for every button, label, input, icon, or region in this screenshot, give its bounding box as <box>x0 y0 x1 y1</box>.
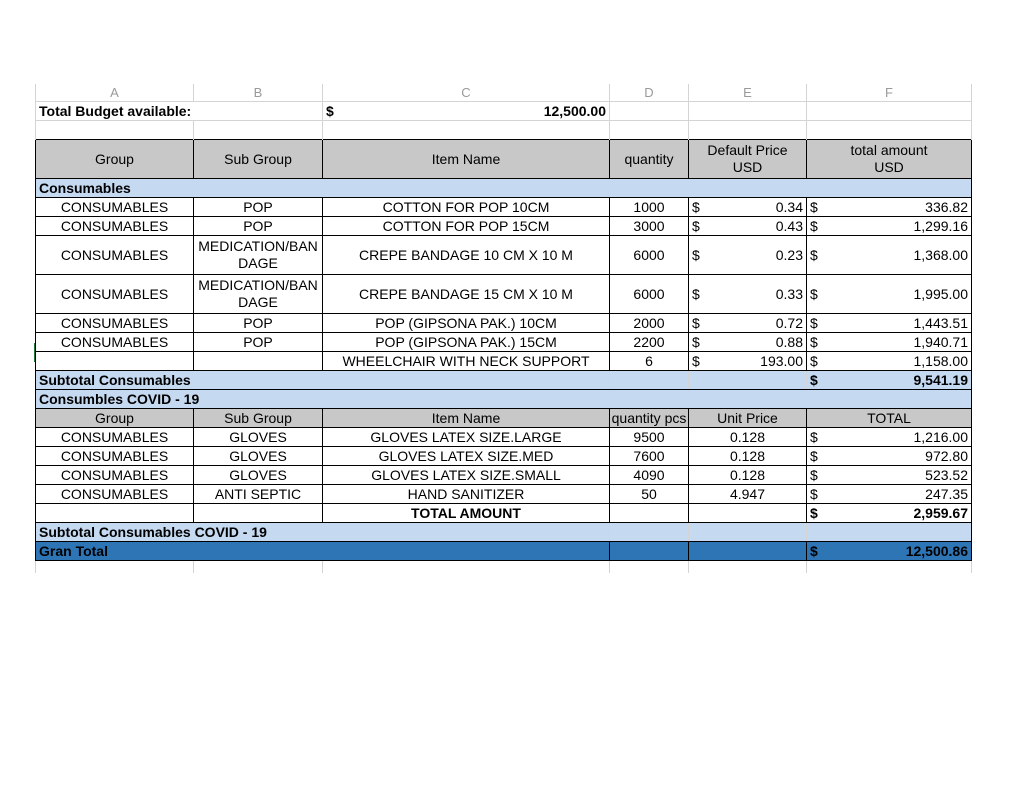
table-header-row <box>36 140 972 179</box>
row-unit-price[interactable]: 0.128 <box>689 466 807 485</box>
subtotal-consumables-label[interactable]: Subtotal Consumables <box>36 371 610 390</box>
header-default-price[interactable]: Default Price USD <box>689 140 807 179</box>
row-quantity[interactable]: 4090 <box>610 466 689 485</box>
total-amount-currency: $ <box>810 504 818 521</box>
row-group[interactable]: CONSUMABLES <box>36 198 194 217</box>
row-total-currency: $ <box>810 485 818 502</box>
row-quantity[interactable]: 2000 <box>610 314 689 333</box>
table-row <box>36 314 972 333</box>
row-group[interactable]: CONSUMABLES <box>36 275 194 314</box>
header-total-amount[interactable]: total amount USD <box>807 140 972 179</box>
row-default-price-value: 0.43 <box>775 217 803 234</box>
row-default-price-value: 0.72 <box>775 314 803 331</box>
table-row <box>36 466 972 485</box>
covid-header-row <box>36 409 972 428</box>
row-total[interactable] <box>807 466 972 485</box>
covid-header-item-name[interactable]: Item Name <box>323 409 610 428</box>
row-total-amount-currency: $ <box>810 246 818 263</box>
column-header-f[interactable]: F <box>807 84 972 102</box>
row-total[interactable] <box>807 428 972 447</box>
row-total-value: 972.80 <box>925 447 968 464</box>
row-item-name[interactable]: WHEELCHAIR WITH NECK SUPPORT <box>323 352 610 371</box>
row-quantity[interactable]: 3000 <box>610 217 689 236</box>
header-sub-group[interactable]: Sub Group <box>194 140 323 179</box>
row-default-price-currency: $ <box>692 285 700 302</box>
row-default-price-currency: $ <box>692 246 700 263</box>
section-title-row <box>36 179 972 198</box>
row-item-name[interactable]: GLOVES LATEX SIZE.SMALL <box>323 466 610 485</box>
row-quantity[interactable]: 6000 <box>610 275 689 314</box>
row-default-price-currency: $ <box>692 198 700 215</box>
row-quantity[interactable]: 1000 <box>610 198 689 217</box>
column-header-row <box>36 84 972 102</box>
covid-header-total[interactable]: TOTAL <box>807 409 972 428</box>
row-item-name[interactable]: COTTON FOR POP 15CM <box>323 217 610 236</box>
row-sub-group[interactable]: MEDICATION/BANDAGE <box>194 236 323 275</box>
row-quantity[interactable]: 6000 <box>610 236 689 275</box>
row-total-amount[interactable] <box>807 275 972 314</box>
row-total-amount-currency: $ <box>810 352 818 369</box>
grand-total-currency: $ <box>810 542 818 559</box>
row-default-price[interactable] <box>689 236 807 275</box>
row-sub-group[interactable]: ANTI SEPTIC <box>194 485 323 504</box>
row-total-amount-currency: $ <box>810 285 818 302</box>
total-amount-cell[interactable] <box>807 504 972 523</box>
subtotal-covid-label[interactable]: Subtotal Consumables COVID - 19 <box>36 523 610 542</box>
row-item-name[interactable]: POP (GIPSONA PAK.) 15CM <box>323 333 610 352</box>
row-total-value: 247.35 <box>925 485 968 502</box>
spreadsheet-grid <box>35 84 972 573</box>
empty-row <box>36 561 972 574</box>
row-total-value: 523.52 <box>925 466 968 483</box>
row-item-name[interactable]: COTTON FOR POP 10CM <box>323 198 610 217</box>
row-total-amount-currency: $ <box>810 333 818 350</box>
row-default-price-currency: $ <box>692 352 700 369</box>
row-total-amount[interactable] <box>807 333 972 352</box>
row-sub-group[interactable] <box>194 352 323 371</box>
subtotal-consumables-cell[interactable] <box>807 371 972 390</box>
header-group[interactable]: Group <box>36 140 194 179</box>
row-total-amount[interactable] <box>807 236 972 275</box>
row-total-amount-currency: $ <box>810 217 818 234</box>
row-sub-group[interactable]: POP <box>194 314 323 333</box>
row-sub-group[interactable]: GLOVES <box>194 428 323 447</box>
column-header-b[interactable]: B <box>194 84 323 102</box>
spacer-row <box>36 121 972 140</box>
column-header-a[interactable]: A <box>36 84 194 102</box>
row-sub-group[interactable]: GLOVES <box>194 466 323 485</box>
column-header-d[interactable]: D <box>610 84 689 102</box>
budget-amount-cell[interactable] <box>323 102 610 121</box>
covid-header-unit-price[interactable]: Unit Price <box>689 409 807 428</box>
row-default-price-currency: $ <box>692 314 700 331</box>
row-group[interactable]: CONSUMABLES <box>36 217 194 236</box>
row-total-amount-value: 1,368.00 <box>913 246 968 263</box>
row-default-price[interactable] <box>689 198 807 217</box>
row-default-price-value: 0.34 <box>775 198 803 215</box>
grand-total-amount: 12,500.86 <box>905 542 968 559</box>
row-total-amount-currency: $ <box>810 314 818 331</box>
row-group[interactable] <box>36 352 194 371</box>
header-quantity[interactable]: quantity <box>610 140 689 179</box>
grand-total-row <box>36 542 972 561</box>
row-total[interactable] <box>807 447 972 466</box>
row-quantity[interactable]: 50 <box>610 485 689 504</box>
section-covid-title[interactable]: Consumbles COVID - 19 <box>36 390 972 409</box>
table-row <box>36 333 972 352</box>
row-total-amount[interactable] <box>807 314 972 333</box>
row-default-price[interactable] <box>689 352 807 371</box>
table-row <box>36 217 972 236</box>
row-total-amount-value: 1,158.00 <box>913 352 968 369</box>
row-default-price[interactable] <box>689 275 807 314</box>
subtotal-consumables-currency: $ <box>810 371 818 388</box>
budget-amount: 12,500.00 <box>543 102 606 119</box>
row-group[interactable]: CONSUMABLES <box>36 485 194 504</box>
row-total[interactable] <box>807 485 972 504</box>
section-title-row <box>36 390 972 409</box>
row-sub-group[interactable]: GLOVES <box>194 447 323 466</box>
covid-header-group[interactable]: Group <box>36 409 194 428</box>
row-unit-price[interactable]: 0.128 <box>689 428 807 447</box>
row-total-amount[interactable] <box>807 217 972 236</box>
row-default-price-currency: $ <box>692 217 700 234</box>
row-default-price[interactable] <box>689 217 807 236</box>
subtotal-covid-row <box>36 523 972 542</box>
row-default-price-currency: $ <box>692 333 700 350</box>
row-default-price[interactable] <box>689 333 807 352</box>
row-sub-group[interactable]: MEDICATION/BANDAGE <box>194 275 323 314</box>
row-item-name[interactable]: HAND SANITIZER <box>323 485 610 504</box>
row-total-amount[interactable] <box>807 198 972 217</box>
covid-header-quantity[interactable]: quantity pcs <box>610 409 689 428</box>
table-row <box>36 236 972 275</box>
row-group[interactable]: CONSUMABLES <box>36 466 194 485</box>
row-group[interactable]: CONSUMABLES <box>36 428 194 447</box>
row-item-name[interactable]: POP (GIPSONA PAK.) 10CM <box>323 314 610 333</box>
table-row <box>36 275 972 314</box>
section-consumables-title[interactable]: Consumables <box>36 179 972 198</box>
row-default-price-value: 193.00 <box>760 352 803 369</box>
subtotal-consumables-amount: 9,541.19 <box>913 371 968 388</box>
table-row <box>36 352 972 371</box>
row-item-name[interactable]: CREPE BANDAGE 10 CM X 10 M <box>323 236 610 275</box>
table-row <box>36 198 972 217</box>
budget-row <box>36 102 972 121</box>
row-total-amount-value: 1,443.51 <box>913 314 968 331</box>
row-total-currency: $ <box>810 447 818 464</box>
row-total-currency: $ <box>810 466 818 483</box>
row-default-price[interactable] <box>689 314 807 333</box>
total-amount-value: 2,959.67 <box>913 504 968 521</box>
row-unit-price[interactable]: 0.128 <box>689 447 807 466</box>
row-item-name[interactable]: GLOVES LATEX SIZE.LARGE <box>323 428 610 447</box>
row-total-amount-currency: $ <box>810 198 818 215</box>
row-total-amount-value: 1,995.00 <box>913 285 968 302</box>
row-total-value: 1,216.00 <box>913 428 968 445</box>
table-row <box>36 428 972 447</box>
row-total-amount[interactable] <box>807 352 972 371</box>
table-row <box>36 485 972 504</box>
row-group[interactable]: CONSUMABLES <box>36 333 194 352</box>
column-header-c[interactable]: C <box>323 84 610 102</box>
total-amount-row <box>36 504 972 523</box>
row-default-price-value: 0.88 <box>775 333 803 350</box>
row-sub-group[interactable]: POP <box>194 198 323 217</box>
budget-label[interactable]: Total Budget available: <box>36 102 323 121</box>
row-total-amount-value: 1,299.16 <box>913 217 968 234</box>
subtotal-row <box>36 371 972 390</box>
row-unit-price[interactable]: 4.947 <box>689 485 807 504</box>
covid-header-sub-group[interactable]: Sub Group <box>194 409 323 428</box>
column-header-e[interactable]: E <box>689 84 807 102</box>
total-amount-label[interactable]: TOTAL AMOUNT <box>323 504 610 523</box>
row-group[interactable]: CONSUMABLES <box>36 447 194 466</box>
row-quantity[interactable]: 7600 <box>610 447 689 466</box>
row-quantity[interactable]: 6 <box>610 352 689 371</box>
grand-total-label[interactable]: Gran Total <box>36 542 610 561</box>
budget-currency: $ <box>326 102 334 119</box>
row-quantity[interactable]: 2200 <box>610 333 689 352</box>
row-sub-group[interactable]: POP <box>194 333 323 352</box>
row-total-currency: $ <box>810 428 818 445</box>
table-row <box>36 447 972 466</box>
row-group[interactable]: CONSUMABLES <box>36 314 194 333</box>
row-sub-group[interactable]: POP <box>194 217 323 236</box>
row-default-price-value: 0.23 <box>775 246 803 263</box>
row-group[interactable]: CONSUMABLES <box>36 236 194 275</box>
row-total-amount-value: 336.82 <box>925 198 968 215</box>
grand-total-cell[interactable] <box>807 542 972 561</box>
row-item-name[interactable]: GLOVES LATEX SIZE.MED <box>323 447 610 466</box>
header-item-name[interactable]: Item Name <box>323 140 610 179</box>
row-quantity[interactable]: 9500 <box>610 428 689 447</box>
row-item-name[interactable]: CREPE BANDAGE 15 CM X 10 M <box>323 275 610 314</box>
row-default-price-value: 0.33 <box>775 285 803 302</box>
row-total-amount-value: 1,940.71 <box>913 333 968 350</box>
